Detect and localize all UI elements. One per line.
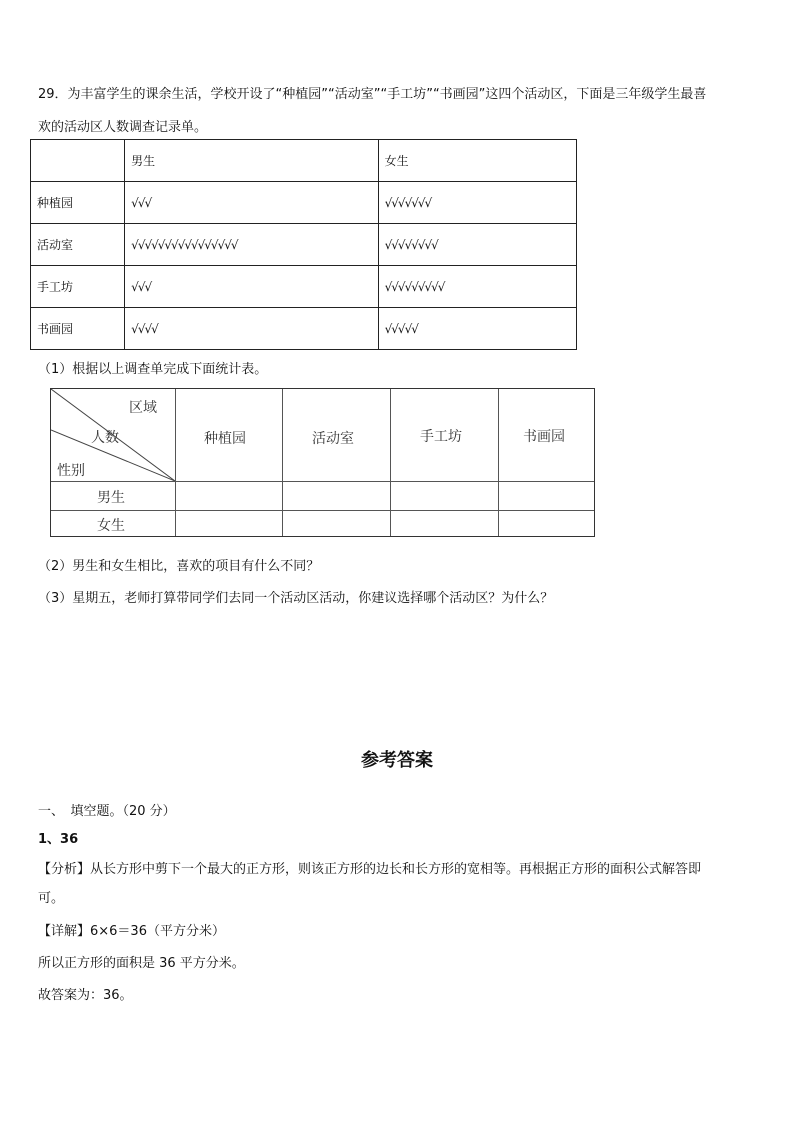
survey-header-girls: 女生 <box>378 140 576 182</box>
sub-question-1: （1）根据以上调查单完成下面统计表。 <box>38 362 268 377</box>
survey-boys-tally: √√√√ <box>125 308 378 350</box>
survey-table <box>30 139 577 350</box>
survey-girls-tally: √√√√√ <box>378 308 576 350</box>
survey-header-boys: 男生 <box>125 140 378 182</box>
corner-label-area: 区域 <box>129 400 157 416</box>
stat-col-header: 书画园 <box>523 429 565 445</box>
answer-analysis-line-1: 【分析】从长方形中剪下一个最大的正方形，则该正方形的边长和长方形的宽相等。再根据正方形的面积公式解答即 <box>38 862 702 877</box>
corner-label-count: 人数 <box>91 430 119 446</box>
stat-row-header: 男生 <box>97 490 125 506</box>
table-row <box>31 308 577 350</box>
answers-section: 一、 填空题。（20 分） <box>38 804 176 819</box>
stat-col-header: 活动室 <box>312 431 354 447</box>
answer-detail: 【详解】6×6＝36（平方分米） <box>38 924 225 939</box>
stat-col-header: 种植园 <box>204 431 246 447</box>
answers-title: 参考答案 <box>361 750 433 771</box>
answer-analysis-line-2: 可。 <box>38 891 65 906</box>
corner-label-gender: 性别 <box>57 463 85 479</box>
survey-girls-tally: √√√√√√√ <box>378 182 576 224</box>
answer-final: 故答案为：36。 <box>38 988 133 1003</box>
answer-conclusion: 所以正方形的面积是 36 平方分米。 <box>38 956 245 971</box>
sub-question-2: （2）男生和女生相比，喜欢的项目有什么不同？ <box>38 559 320 574</box>
statistics-table <box>50 388 595 537</box>
table-row <box>31 182 577 224</box>
survey-girls-tally: √√√√√√√√√ <box>378 266 576 308</box>
question-line-2: 欢的活动区人数调查记录单。 <box>38 120 208 135</box>
stat-col-header: 手工坊 <box>420 429 462 445</box>
question-line-1: 29．为丰富学生的课余生活，学校开设了“种植园”“活动室”“手工坊”“书画园”这四个活动区，下面是三年级学生最喜 <box>38 87 707 102</box>
stat-row-header: 女生 <box>97 518 125 534</box>
survey-area: 手工坊 <box>31 266 125 308</box>
answer-item-number: 1、36 <box>38 832 79 847</box>
survey-area: 种植园 <box>31 182 125 224</box>
survey-area: 活动室 <box>31 224 125 266</box>
table-row <box>31 224 577 266</box>
survey-header-blank <box>31 140 125 182</box>
survey-girls-tally: √√√√√√√√ <box>378 224 576 266</box>
table-row <box>31 266 577 308</box>
survey-boys-tally: √√√ <box>125 266 378 308</box>
sub-question-3: （3）星期五，老师打算带同学们去同一个活动区活动，你建议选择哪个活动区？为什么？ <box>38 591 554 606</box>
survey-area: 书画园 <box>31 308 125 350</box>
survey-header-row <box>31 140 577 182</box>
survey-boys-tally: √√√√√√√√√√√√√√√√ <box>125 224 378 266</box>
survey-boys-tally: √√√ <box>125 182 378 224</box>
